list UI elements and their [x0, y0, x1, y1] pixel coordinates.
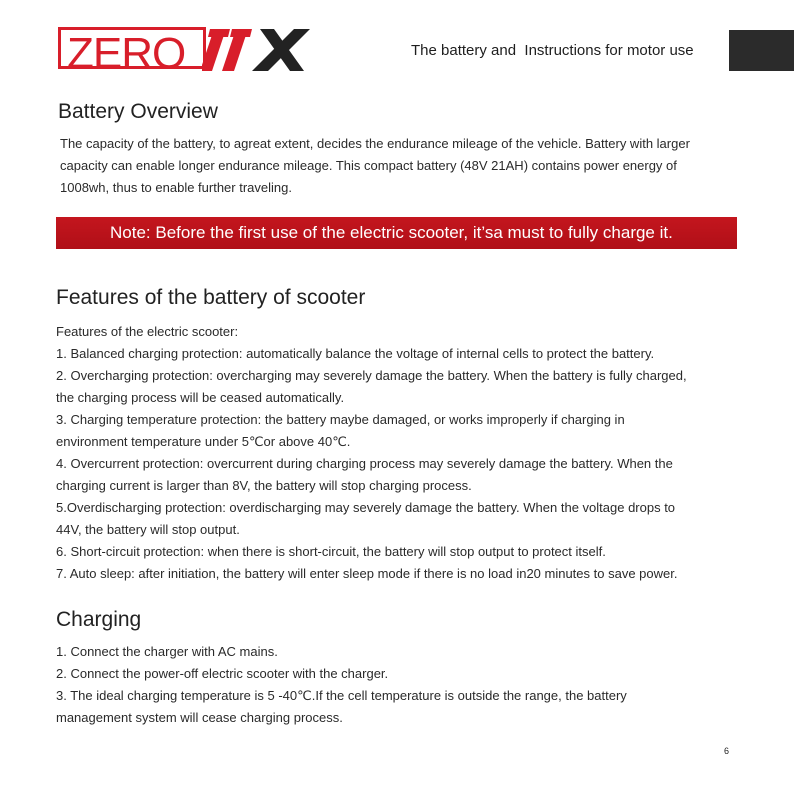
- list-item: 5.Overdischarging protection: overdischarging may severely damage the battery. When the voltage drops to: [56, 500, 676, 515]
- list-item: 1. Balanced charging protection: automatically balance the voltage of internal cells to protect the battery.: [56, 346, 655, 361]
- text-line: capacity can enable longer endurance mileage. This compact battery (48V 21AH) contains power energy of: [60, 158, 677, 173]
- logo-11x-icon: [202, 25, 314, 73]
- list-item: 2. Overcharging protection: overcharging may severely damage the battery. When the battery is fully charged,: [56, 368, 687, 383]
- corner-tab: [729, 30, 794, 71]
- charging-list: [56, 641, 756, 729]
- list-item: environment temperature under 5℃or above 40℃.: [56, 434, 351, 449]
- list-item: 7. Auto sleep: after initiation, the battery will enter sleep mode if there is no load in20 minutes to save power.: [56, 566, 678, 581]
- list-item: management system will cease charging process.: [56, 710, 343, 725]
- list-item: 3. The ideal charging temperature is 5 -40℃.If the cell temperature is outside the range, the battery: [56, 688, 627, 703]
- note-banner: [56, 217, 737, 249]
- list-item: 2. Connect the power-off electric scooter with the charger.: [56, 666, 389, 681]
- note-text: Note: Before the first use of the electric scooter, it’sa must to fully charge it.: [110, 223, 673, 242]
- document-title: The battery and Instructions for motor use: [411, 42, 694, 59]
- list-item: 1. Connect the charger with AC mains.: [56, 644, 278, 659]
- battery-overview-paragraph: [60, 133, 750, 199]
- list-item: 6. Short-circuit protection: when there is short-circuit, the battery will stop output to protect itself.: [56, 544, 606, 559]
- charging-heading: Charging: [56, 608, 142, 631]
- features-list: [56, 321, 756, 585]
- list-item: 3. Charging temperature protection: the battery maybe damaged, or works improperly if charging in: [56, 412, 625, 427]
- logo-box: [58, 27, 206, 78]
- features-heading: Features of the battery of scooter: [56, 286, 366, 309]
- list-item: Features of the electric scooter:: [56, 324, 239, 339]
- list-item: the charging process will be ceased automatically.: [56, 390, 345, 405]
- battery-overview-heading: Battery Overview: [58, 100, 218, 123]
- page-number: 6: [724, 746, 730, 756]
- text-line: 1008wh, thus to enable further traveling.: [60, 180, 292, 195]
- list-item: 44V, the battery will stop output.: [56, 522, 240, 537]
- brand-logo: [58, 25, 314, 78]
- list-item: 4. Overcurrent protection: overcurrent during charging process may severely damage the battery. When the: [56, 456, 673, 471]
- text-line: The capacity of the battery, to agreat extent, decides the endurance mileage of the vehicle. Battery with larger: [60, 136, 690, 151]
- list-item: charging current is larger than 8V, the battery will stop charging process.: [56, 478, 472, 493]
- logo-text: ZERO: [67, 29, 186, 78]
